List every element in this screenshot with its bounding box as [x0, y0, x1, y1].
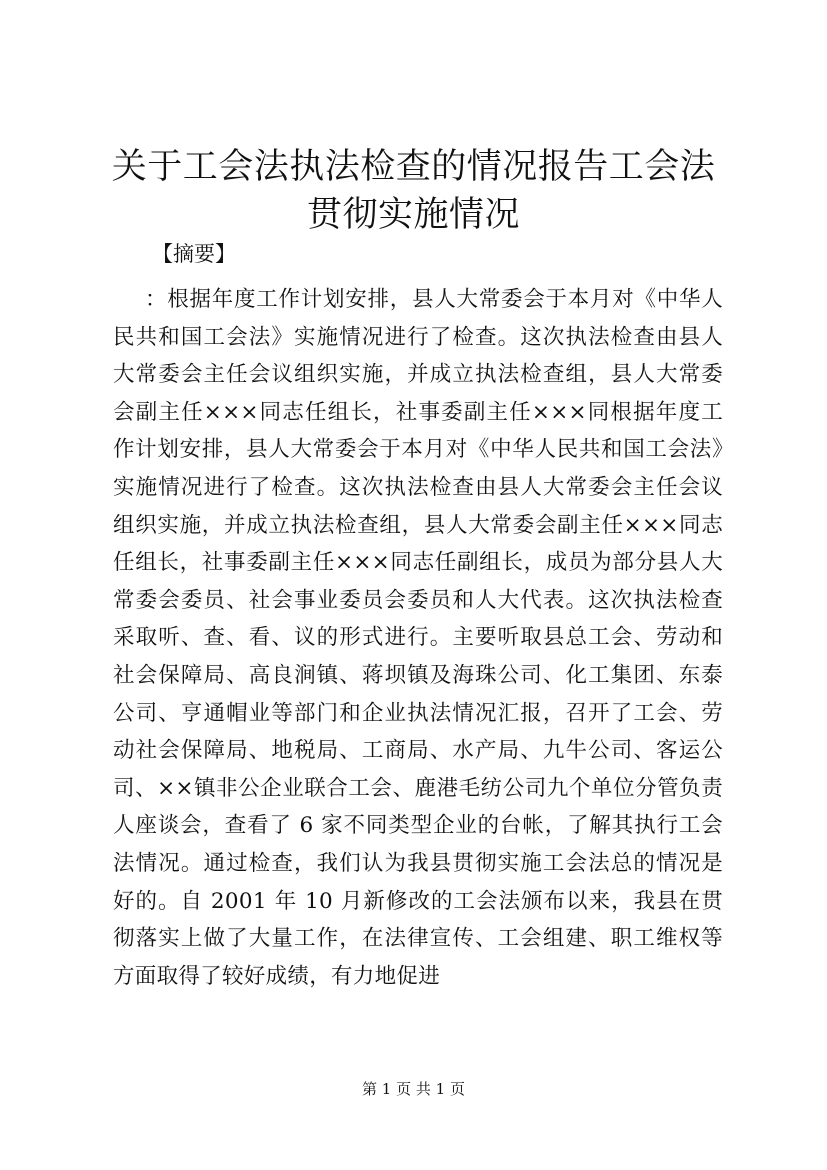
page-footer: 第 1 页 共 1 页 — [362, 1080, 465, 1098]
abstract-label: 【摘要】 — [152, 242, 236, 266]
document-title: 关于工会法执法检查的情况报告工会法贯彻实施情况 — [111, 147, 716, 235]
body-paragraph: ：根据年度工作计划安排，县人大常委会于本月对《中华人民共和国工会法》实施情况进行了检查。这次执法检查由县人大常委会主任会议组织实施，并成立执法检查组，县人大常委会副主任×××同志任组长，社事委副主任×××同根据年度工作计划安排，县人大常委会于本月对《中华人民共和国工会法》实施情况进行了检查。这次执法检查由县人大常委会主任会议组织实施，并成立执法检查组，县人大常委会副主任×××同志任组长，社事委副主任×××同志任副组长，成员为部分县人大常委会委员、社会事业委员会委员和人大代表。这次执法检查采取听、查、看、议的形式进行。主要听取县总工会、劳动和社会保障局、高良涧镇、蒋坝镇及海珠公司、化工集团、东泰公司、亨通帽业等部门和企业执法情况汇报，召开了工会、劳动社会保障局、地税局、工商局、水产局、九牛公司、客运公司、××镇非公企业联合工会、鹿港毛纺公司九个单位分管负责人座谈会，查看了 6 家不同类型企业的台帐，了解其执行工会法情况。通过检查，我们认为我县贯彻实施工会法总的情况是好的。自 2001 年 10 月新修改的工会法颁布以来，我县在贯彻落实上做了大量工作，在法律宣传、工会组建、职工维权等方面取得了较好成绩，有力地促进 — [113, 287, 723, 989]
